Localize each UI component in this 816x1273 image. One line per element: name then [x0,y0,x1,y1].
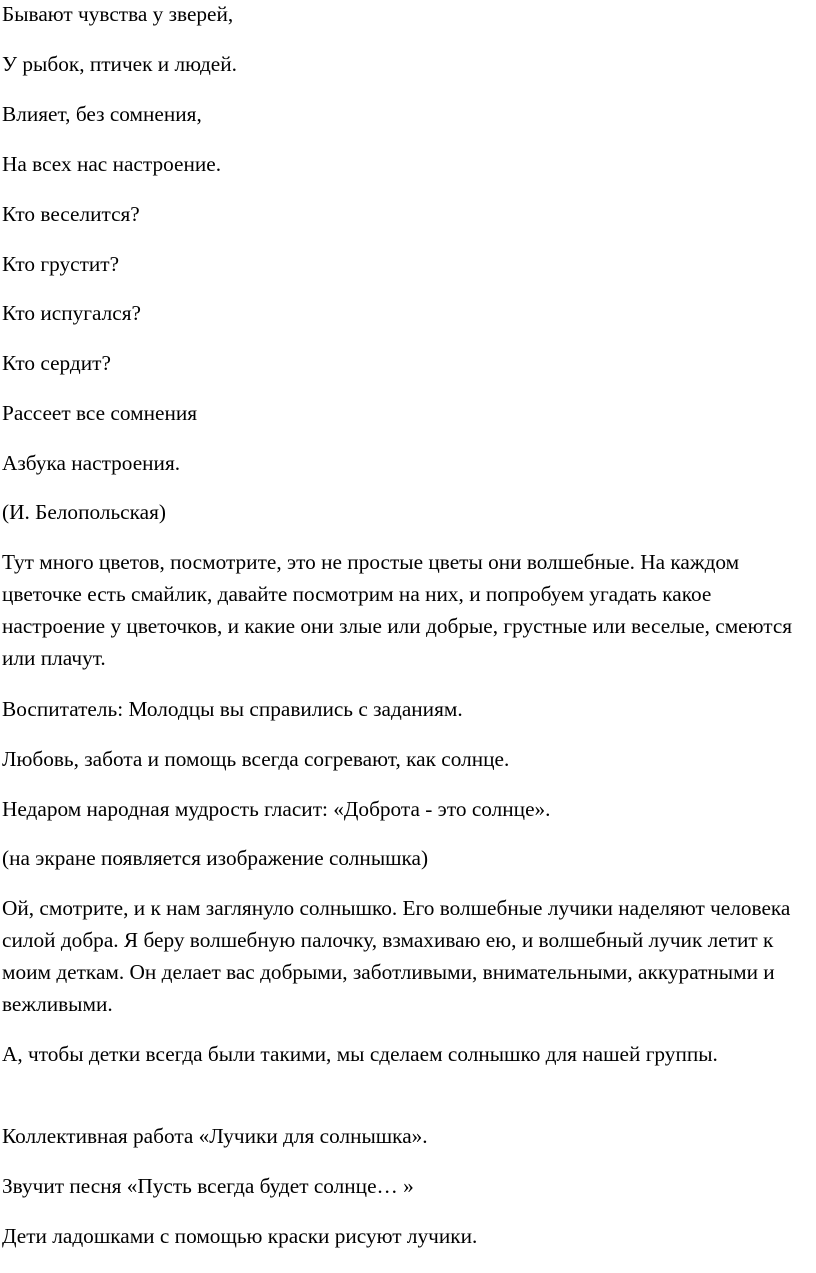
poem-line: На всех нас настроение. [2,152,222,176]
paragraph: Недаром народная мудрость гласит: «Доброта - это солнце». [2,797,551,821]
poem-line: Рассеет все сомнения [2,401,198,425]
poem-line: Азбука настроения. [2,451,181,475]
poem-author: (И. Белопольская) [2,500,167,524]
paragraph: Ой, смотрите, и к нам заглянуло солнышко. Его волшебные лучики наделяют человека силой добра. Я беру волшебную палочку, взмахиваю ею, и волшебный лучик летит к моим деткам. Он делает вас добрыми, заботливыми, внимательными, аккуратными и вежливыми. [2,896,791,1016]
paragraph: Тут много цветов, посмотрите, это не простые цветы они волшебные. На каждом цветочке есть смайлик, давайте посмотрим на них, и попробуем угадать какое настроение у цветочков, и какие они злые или добрые, грустные или веселые, смеются или плачут. [2,550,793,670]
paragraph: Коллективная работа «Лучики для солнышка». [2,1124,428,1148]
paragraph: Воспитатель: Молодцы вы справились с заданиям. [2,697,463,721]
poem-line: Кто сердит? [2,351,111,375]
poem-line: У рыбок, птичек и людей. [2,52,237,76]
poem-line: Кто веселится? [2,202,140,226]
paragraph: Дети ладошками с помощью краски рисуют лучики. [2,1224,478,1248]
paragraph: Любовь, забота и помощь всегда согревают, как солнце. [2,747,510,771]
poem-line: Кто испугался? [2,301,141,325]
paragraph: А, чтобы детки всегда были такими, мы сделаем солнышко для нашей группы. [2,1042,718,1066]
poem-line: Влияет, без сомнения, [2,102,202,126]
poem-line: Бывают чувства у зверей, [2,2,234,26]
poem-line: Кто грустит? [2,252,120,276]
paragraph: Звучит песня «Пусть всегда будет солнце… » [2,1174,414,1198]
paragraph: (на экране появляется изображение солнышка) [2,846,429,870]
